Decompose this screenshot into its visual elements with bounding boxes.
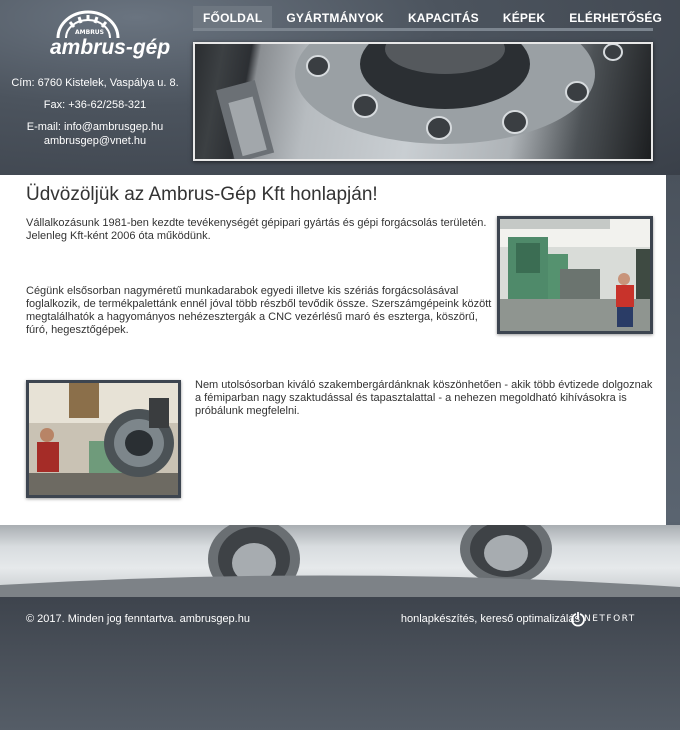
main-nav — [193, 6, 663, 31]
footer — [0, 597, 680, 730]
contact-email-1[interactable]: E-mail: info@ambrusgep.hu — [26, 121, 164, 133]
logo-text[interactable]: ambrus-gép — [50, 36, 171, 59]
svg-text:AMBRUS: AMBRUS — [75, 29, 105, 36]
nav-item-gyartmanyok[interactable]: GYÁRTMÁNYOK — [286, 11, 384, 25]
header-banner-image — [193, 42, 653, 161]
workshop-photo-1[interactable] — [497, 216, 653, 334]
header — [0, 0, 680, 175]
nav-item-kapacitas[interactable]: KAPACITÁS — [407, 11, 479, 25]
main-content — [0, 175, 666, 525]
contact-fax: Fax: +36-62/258-321 — [43, 99, 147, 111]
machine-shop-picture — [500, 219, 650, 331]
intro-paragraph: Vállalkozásunk 1981-ben kezdte tevékenységét gépipari gyártás és gépi forgácsolás területén. Jelenleg Kft-ként 2006 óta működünk. — [26, 217, 487, 242]
contact-email-2[interactable]: ambrusgep@vnet.hu — [43, 135, 147, 147]
nav-item-fooldal[interactable]: FŐOLDAL — [193, 6, 272, 28]
company-paragraph: Cégünk elsősorban nagyméretű munkadarabok egyedi illetve kis szériás forgácsolásával foglalkozik, de termékpalettánk ennél jóval több részből tevődik össze. Szerszámgépeink között megtalálhatók a hagyományos nehézesztergák a CNC vezérlésű maró és esztergа, köszörű, fúró, hegesztőgépek. — [26, 285, 492, 336]
contact-block — [0, 76, 190, 148]
credit-link[interactable]: honlapkészítés, kereső optimalizálás — [400, 613, 580, 625]
nav-item-elerhetoseg[interactable]: ELÉRHETŐSÉG — [569, 11, 663, 25]
workshop-photo-2[interactable] — [26, 380, 181, 498]
nav-item-kepek[interactable]: KÉPEK — [502, 11, 546, 25]
flange-picture — [195, 44, 651, 159]
page-title: Üdvözöljük az Ambrus-Gép Kft honlapján! — [26, 184, 378, 205]
contact-address: Cím: 6760 Kistelek, Vaspálya u. 8. — [11, 77, 179, 89]
threaded-holes-picture — [0, 525, 680, 597]
copyright-text: © 2017. Minden jog fenntartva. ambrusgep.hu — [26, 613, 250, 625]
lower-banner-image — [0, 525, 680, 597]
netfort-logo-text[interactable]: NETFORT — [584, 614, 636, 624]
team-paragraph: Nem utolsósorban kiváló szakembergárdánknak köszönhetően - akik több évtizede dolgoznak a fémiparban nagy szaktudással és tapasztalattal - a nehezen megoldható kihívásokra is próbálunk megfelelni. — [195, 379, 653, 417]
lathe-picture — [29, 383, 178, 495]
